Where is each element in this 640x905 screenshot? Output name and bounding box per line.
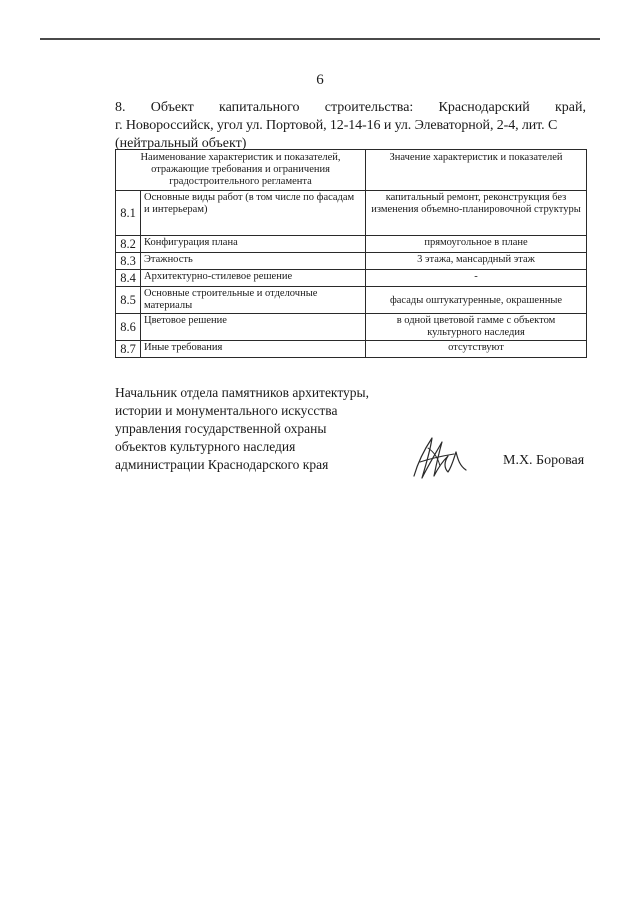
row-number: 8.2 — [116, 236, 141, 253]
row-number: 8.1 — [116, 191, 141, 236]
section-heading — [115, 99, 586, 153]
position-line: объектов культурного наследия — [115, 439, 296, 454]
row-name: Цветовое решение — [141, 314, 366, 341]
row-name: Иные требования — [141, 341, 366, 358]
signer-name: М.Х. Боровая — [503, 453, 585, 468]
row-value: в одной цветовой гамме с объектом культурного наследия — [366, 314, 587, 341]
table-row — [116, 270, 587, 287]
table-header-name: Наименование характеристик и показателей, отражающие требования и ограничения градостроительного регламента — [116, 150, 366, 191]
heading-word: край, — [554, 100, 586, 115]
row-value: отсутствуют — [366, 341, 587, 358]
heading-word: Краснодарский — [438, 100, 530, 115]
row-name: Архитектурно-стилевое решение — [141, 270, 366, 287]
row-name: Конфигурация плана — [141, 236, 366, 253]
row-number: 8.7 — [116, 341, 141, 358]
row-number: 8.3 — [116, 253, 141, 270]
table-header-value: Значение характеристик и показателей — [366, 150, 587, 191]
table-row — [116, 191, 587, 236]
row-name: Основные строительные и отделочные материалы — [141, 287, 366, 314]
signer-position — [115, 384, 369, 474]
table-row — [116, 253, 587, 270]
row-value: 3 этажа, мансардный этаж — [366, 253, 587, 270]
top-rule — [40, 38, 600, 40]
row-value: - — [366, 270, 587, 287]
heading-line-2: г. Новороссийск, угол ул. Портовой, 12-14-16 и ул. Элеваторной, 2-4, лит. С — [115, 118, 558, 133]
heading-line-1 — [115, 99, 586, 117]
position-line: управления государственной охраны — [115, 421, 327, 436]
table-row — [116, 314, 587, 341]
position-line: Начальник отдела памятников архитектуры, — [115, 385, 369, 400]
requirements-table — [115, 149, 587, 358]
position-line: истории и монументального искусства — [115, 403, 338, 418]
row-name: Основные виды работ (в том числе по фасадам и интерьерам) — [141, 191, 366, 236]
heading-line-3: (нейтральный объект) — [115, 136, 247, 151]
row-number: 8.6 — [116, 314, 141, 341]
handwritten-signature — [408, 432, 470, 482]
table-row — [116, 236, 587, 253]
row-value: капитальный ремонт, реконструкция без изменения объемно-планировочной структуры — [366, 191, 587, 236]
row-value: прямоугольное в плане — [366, 236, 587, 253]
position-line: администрации Краснодарского края — [115, 457, 329, 472]
table-row — [116, 341, 587, 358]
page-number: 6 — [316, 72, 324, 88]
row-number: 8.5 — [116, 287, 141, 314]
table-header-row — [116, 150, 587, 191]
row-value: фасады оштукатуренные, окрашенные — [366, 287, 587, 314]
heading-word: Объект — [150, 100, 194, 115]
row-name: Этажность — [141, 253, 366, 270]
heading-word: строительства: — [324, 100, 414, 115]
heading-word: капитального — [219, 100, 300, 115]
row-number: 8.4 — [116, 270, 141, 287]
table-row — [116, 287, 587, 314]
heading-word: 8. — [115, 100, 126, 115]
